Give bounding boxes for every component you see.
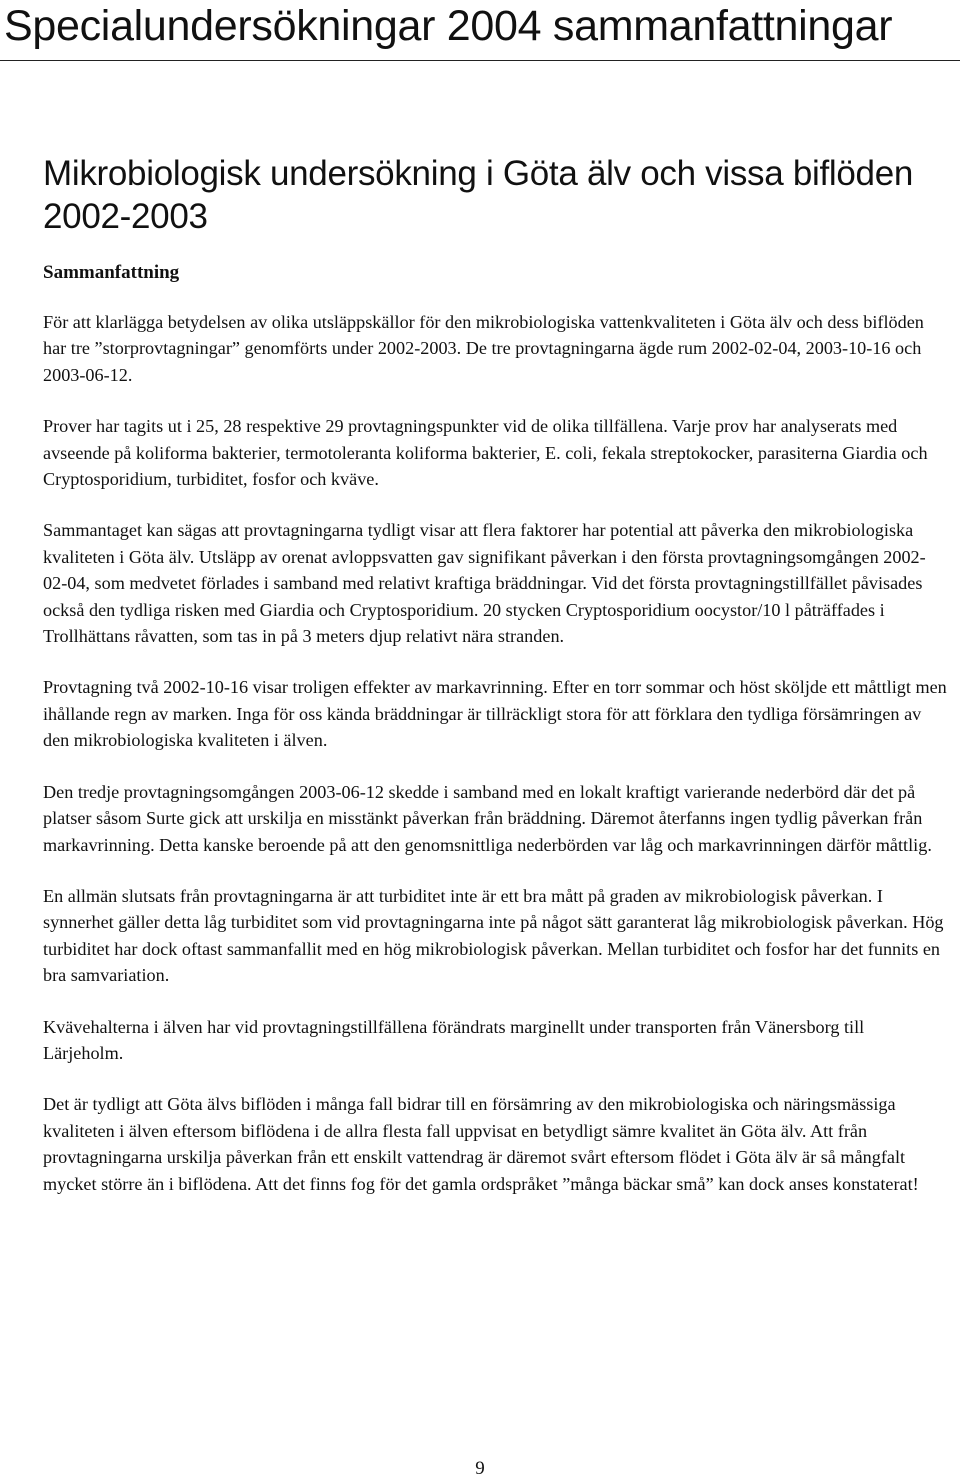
page-title: Specialundersökningar 2004 sammanfattningar xyxy=(4,2,893,50)
title-divider xyxy=(0,60,960,61)
paragraph-6: En allmän slutsats från provtagningarna är att turbiditet inte är ett bra mått på graden av mikrobiologisk påverkan. I synnerhet gäller detta låg turbiditet som vid provtagningarna inte på något sätt garanterat låg mikrobiologisk påverkan. Hög turbiditet har dock oftast sammanfallit med en hög mikrobiologisk påverkan. Mellan turbiditet och fosfor har det funnits en bra samvariation. xyxy=(43,885,944,986)
paragraph-4: Provtagning två 2002-10-16 visar troligen effekter av markavrinning. Efter en torr sommar och höst sköljde ett måttligt men ihållande regn av marken. Inga för oss kända bräddningar är tillräckligt stora för att förklara den tydliga försämringen av den mikrobiologiska kvaliteten i älven. xyxy=(43,677,947,751)
page-header xyxy=(0,2,960,61)
page-number: 9 xyxy=(475,1458,485,1479)
paragraph-5: Den tredje provtagningsomgången 2003-06-12 skedde i samband med en lokalt kraftigt varierande nederbörd där det på platser såsom Surte gick att urskilja en misstänkt påverkan från bräddning. Däremot återfanns ingen tydlig påverkan från markavrinning. Detta kanske beroende på att den genomsnittliga nederbörden var låg och markavrinningen därför måttlig. xyxy=(43,781,932,855)
paragraph-8: Det är tydligt att Göta älvs biflöden i många fall bidrar till en försämring av den mikrobiologiska och näringsmässiga kvaliteten i älven eftersom biflödena i de allra flesta fall uppvisat en betydligt sämre kvalitet än Göta älv. Att från provtagningarna urskilja påverkan från ett enskilt vattendrag är däremot svårt eftersom flödet i Göta älv är så mångfalt mycket större än i biflödena. Att det finns fog för det gamla ordspråket ”många bäckar små” kan dock anses konstaterat! xyxy=(43,1094,919,1194)
summary-heading: Sammanfattning xyxy=(43,262,180,283)
paragraph-3: Sammantaget kan sägas att provtagningarna tydligt visar att flera faktorer har potential att påverka den mikrobiologiska kvaliteten i Göta älv. Utsläpp av orenat avloppsvatten gav signifikant påverkan i den första provtagningsomgången 2002-02-04, som medvetet förlades i samband med relativt kraftiga bräddningar. Vid det första provtagningstillfället påvisades också den tydliga risken med Giardia och Cryptosporidium. 20 stycken Cryptosporidium oocystor/10 l påträffades i Trollhättans råvatten, som tas in på 3 meters djup relativt nära stranden. xyxy=(43,520,926,647)
paragraph-2: Prover har tagits ut i 25, 28 respektive 29 provtagningspunkter vid de olika tillfällena. Varje prov har analyserats med avseende på koliforma bakterier, termotoleranta koliforma bakterier, E. coli, fekala streptokocker, parasiterna Giardia och Cryptosporidium, turbiditet, fosfor och kväve. xyxy=(43,416,928,490)
document-body xyxy=(43,152,948,1197)
paragraph-1: För att klarlägga betydelsen av olika utsläppskällor för den mikrobiologiska vattenkvaliteten i Göta älv och dess biflöden har tre ”storprovtagningar” genomförts under 2002-2003. De tre provtagningarna ägde rum 2002-02-04, 2003-10-16 och 2003-06-12. xyxy=(43,312,924,385)
paragraph-7: Kvävehalterna i älven har vid provtagningstillfällena förändrats marginellt under transporten från Vänersborg till Lärjeholm. xyxy=(43,1016,865,1063)
section-title: Mikrobiologisk undersökning i Göta älv och vissa biflöden 2002-2003 xyxy=(43,154,914,236)
